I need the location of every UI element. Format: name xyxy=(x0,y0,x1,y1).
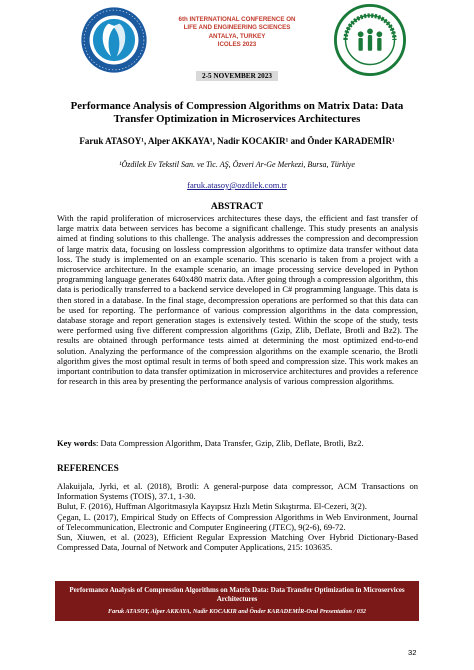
reference-item: Alakuijala, Jyrki, et al. (2018), Brotli: A general-purpose data compressor, ACM Transactions on Information Systems (TOIS), 37.1, 1-30. xyxy=(57,481,418,502)
kocaeli-university-logo xyxy=(334,4,406,76)
title-line: Performance Analysis of Compression Algorithms on Matrix Data: Data xyxy=(70,100,404,112)
paper-title xyxy=(48,100,426,126)
reference-list xyxy=(57,481,418,552)
abstract-body: With the rapid proliferation of microservices architectures these days, the efficient and fast transfer of large matrix data between services has become a significant challenge. This study presents an analysis aimed at finding solutions to this challenge. The analysis addresses the compression and decompression of large matrix data, focusing on lossless compression algorithms to optimize data transfer without data loss. The study is implemented on an example scenario. This scenario is taken from a project with a microservice architecture. In the example scenario, an image processing service developed in Python programming language generates 640x480 matrix data. After going through a compression algorithm, this data is periodically transferred to a backend service developed in C# programming language. This data is then stored in a database. In the final stage, decompression operations are performed so that this data can be used for reporting. The performance of various compression algorithms in the data compression, database storage and report generation stages is extensively tested. Within the scope of the study, tests were performed using five different compression algorithms (Gzip, Zlib, Deflate, Brotli and Bz2). The results are obtained through performance tests aimed at determining the most optimized end-to-end solution. Analyzing the performance of the compression algorithms on the example scenario, the Brotli algorithm gives the most optimal result in terms of both speed and compression size. This work makes an important contribution to data transfer optimization in microservice architectures and provides a reference for research in this area by presenting the performance analysis of various compression algorithms. xyxy=(57,213,418,387)
footer-authors: Faruk ATASOY, Alper AKKAYA, Nadir KOCAKIR and Önder KARADEMİR-Oral Presentation / 032 xyxy=(107,608,367,616)
page-number: 32 xyxy=(408,648,417,657)
keywords xyxy=(57,438,418,448)
conference-line: ANTALYA, TURKEY xyxy=(208,32,266,40)
bayburt-university-logo xyxy=(80,6,148,74)
reference-item: Sun, Xiuwen, et al. (2023), Efficient Regular Expression Matching Over Hybrid Dictionary-Based Compressed Data, Journal of Network and Computer Applications, 215: 103635. xyxy=(57,532,418,553)
keywords-text: : Data Compression Algorithm, Data Transfer, Gzip, Zlib, Deflate, Brotli, Bz2. xyxy=(95,438,364,448)
email-link[interactable]: faruk.atasoy@ozdilek.com.tr xyxy=(187,180,287,190)
email-line xyxy=(30,180,444,190)
conference-line: 6th INTERNATIONAL CONFERENCE ON xyxy=(178,16,296,23)
conference-date: 2-5 NOVEMBER 2023 xyxy=(196,71,278,81)
references-heading: REFERENCES xyxy=(57,463,119,473)
reference-item: Çegan, L. (2017), Empirical Study on Effects of Compression Algorithms in Web Environment, Journal of Telecommunication, Electronic and Computer Engineering (JTEC), 9(2-6), 69-72. xyxy=(57,511,418,532)
abstract-heading: ABSTRACT xyxy=(210,201,264,212)
footer-banner xyxy=(55,581,419,621)
affiliation: ¹Özdilek Ev Tekstil San. ve Tic. AŞ, Özveri Ar-Ge Merkezi, Bursa, Türkiye xyxy=(119,160,355,169)
conference-line: LIFE AND ENGINEERING SCIENCES xyxy=(183,24,291,32)
footer-title: Performance Analysis of Compression Algorithms on Matrix Data: Data Transfer Optimization in Microservices Architectures xyxy=(69,586,405,603)
title-line: Transfer Optimization in Microservices Architectures xyxy=(113,113,361,125)
reference-item: Bulut, F. (2016), Huffman Algoritmasıyla Kayıpsız Hızlı Metin Sıkıştırma. El-Cezeri, 3(2). xyxy=(57,501,367,512)
conference-line: ICOLES 2023 xyxy=(217,40,257,48)
conference-header xyxy=(160,16,314,49)
keywords-label: Key words xyxy=(57,438,96,448)
author-list: Faruk ATASOY¹, Alper AKKAYA¹, Nadir KOCAKIR¹ and Önder KARADEMİR¹ xyxy=(79,136,395,146)
